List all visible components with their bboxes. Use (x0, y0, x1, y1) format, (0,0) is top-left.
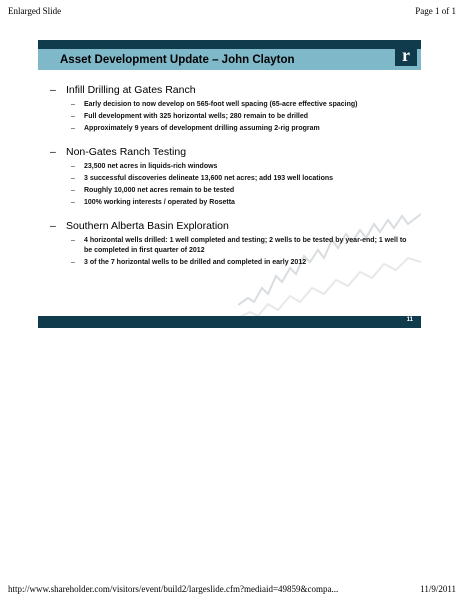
dash: – (71, 125, 75, 132)
list-item-text: 23,500 net acres in liquids-rich windows (84, 163, 218, 170)
dash: – (71, 259, 75, 266)
section-heading (38, 220, 421, 233)
title-bar-stripe (38, 40, 421, 49)
list-item-text: Early decision to now develop on 565-foot well spacing (65-acre effective spacing) (84, 101, 358, 108)
list-item-text: 3 of the 7 horizontal wells to be drilled and completed in early 2012 (84, 259, 307, 266)
section-southern-alberta (38, 220, 421, 268)
rosetta-logo (395, 44, 417, 66)
section-heading-text: Southern Alberta Basin Exploration (66, 220, 229, 232)
list-item (38, 198, 421, 208)
slide (38, 40, 421, 328)
slide-title: Asset Development Update – John Clayton (60, 54, 295, 66)
browser-header-title: Enlarged Slide (8, 6, 62, 16)
section-heading-text: Infill Drilling at Gates Ranch (66, 84, 196, 96)
section-heading (38, 146, 421, 159)
dash: – (71, 113, 75, 120)
section-non-gates-ranch (38, 146, 421, 208)
slide-page-number: 11 (406, 317, 413, 323)
list-item-text: Approximately 9 years of development drilling assuming 2-rig program (84, 125, 320, 132)
list-item (38, 236, 421, 256)
slide-content (38, 84, 421, 280)
dash: – (71, 163, 75, 170)
dash: – (71, 187, 75, 194)
footer-url: http://www.shareholder.com/visitors/event/build2/largeslide.cfm?mediaid=49859&compa... (8, 584, 339, 594)
list-item (38, 112, 421, 122)
browser-header-page: Page 1 of 1 (415, 6, 456, 16)
list-item (38, 258, 421, 268)
list-item-text: Full development with 325 horizontal wells; 280 remain to be drilled (84, 113, 309, 120)
slide-footer-bar (38, 316, 421, 328)
dash: – (50, 146, 56, 158)
dash: – (50, 220, 56, 232)
footer-date: 11/9/2011 (420, 584, 456, 594)
title-bar (38, 40, 421, 70)
section-heading (38, 84, 421, 97)
dash: – (71, 199, 75, 206)
list-item-text: 100% working interests / operated by Rosetta (84, 199, 235, 206)
dash: – (50, 84, 56, 96)
list-item (38, 162, 421, 172)
dash: – (71, 175, 75, 182)
list-item-text: 3 successful discoveries delineate 13,600 net acres; add 193 well locations (84, 175, 334, 182)
list-item (38, 124, 421, 134)
list-item (38, 174, 421, 184)
list-item (38, 100, 421, 110)
logo-letter: r (402, 45, 410, 65)
dash: – (71, 237, 75, 244)
list-item (38, 186, 421, 196)
section-heading-text: Non-Gates Ranch Testing (66, 146, 187, 158)
list-item-text: 4 horizontal wells drilled: 1 well completed and testing; 2 wells to be tested by year-end; 1 well to be completed in first quarter of 2012 (84, 237, 407, 254)
list-item-text: Roughly 10,000 net acres remain to be tested (84, 187, 235, 194)
section-infill-drilling (38, 84, 421, 134)
dash: – (71, 101, 75, 108)
